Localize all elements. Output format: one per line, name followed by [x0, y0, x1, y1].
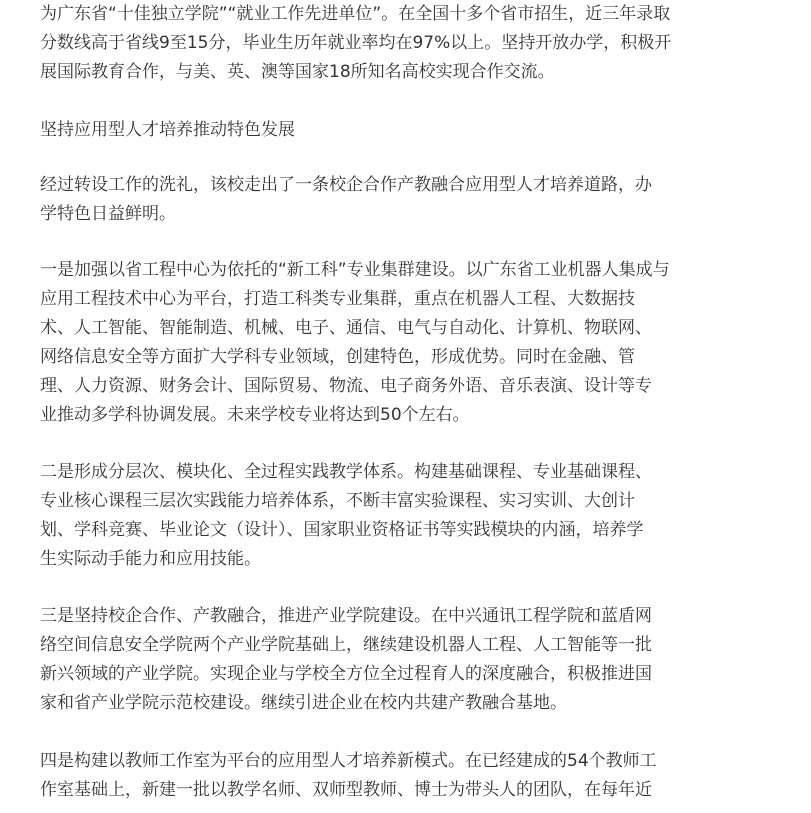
text-line: 理、人力资源、财务会计、国际贸易、物流、电子商务外语、音乐表演、设计等专 [40, 376, 652, 396]
text-line: 为广东省“十佳独立学院”“就业工作先进单位”。在全国十多个省市招生，近三年录取 [40, 4, 671, 24]
paragraph-intro [40, 0, 760, 87]
text-line: 络空间信息安全学院两个产业学院基础上，继续建设机器人工程、人工智能等一批 [40, 635, 652, 655]
text-line: 划、学科竞赛、毕业论文（设计）、国家职业资格证书等实践模块的内涵，培养学 [40, 520, 644, 540]
text-line: 展国际教育合作，与美、英、澳等国家18所知名高校实现合作交流。 [40, 62, 555, 82]
text-line: 分数线高于省线9至15分，毕业生历年就业率均在97%以上。坚持开放办学，积极开 [40, 33, 672, 53]
text-line: 新兴领域的产业学院。实现企业与学校全方位全过程育人的深度融合，积极推进国 [40, 664, 652, 684]
text-line: 家和省产业学院示范校建设。继续引进企业在校内共建产教融合基地。 [40, 693, 567, 713]
text-line: 一是加强以省工程中心为依托的“新工科”专业集群建设。以广东省工业机器人集成与 [40, 260, 670, 280]
text-line: 三是坚持校企合作、产教融合，推进产业学院建设。在中兴通讯工程学院和蓝盾网 [40, 606, 652, 626]
text-line: 业推动多学科协调发展。未来学校专业将达到50个左右。 [40, 405, 470, 425]
paragraph-point-four [40, 747, 760, 805]
section-heading [40, 116, 760, 145]
paragraph-overview [40, 171, 760, 229]
paragraph-point-one [40, 256, 760, 430]
text-line: 经过转设工作的洗礼，该校走出了一条校企合作产教融合应用型人才培养道路，办 [40, 175, 652, 195]
text-line: 网络信息安全等方面扩大学科专业领域，创建特色，形成优势。同时在金融、管 [40, 347, 635, 367]
text-line: 坚持应用型人才培养推动特色发展 [40, 120, 295, 140]
text-line: 生实际动手能力和应用技能。 [40, 549, 261, 569]
text-line: 学特色日益鲜明。 [40, 204, 176, 224]
paragraph-point-three [40, 602, 760, 718]
text-line: 二是形成分层次、模块化、全过程实践教学体系。构建基础课程、专业基础课程、 [40, 462, 652, 482]
paragraph-point-two [40, 458, 760, 574]
text-line: 应用工程技术中心为平台，打造工科类专业集群，重点在机器人工程、大数据技 [40, 289, 635, 309]
text-line: 作室基础上，新建一批以教学名师、双师型教师、博士为带头人的团队，在每年近 [40, 780, 652, 800]
text-line: 专业核心课程三层次实践能力培养体系，不断丰富实验课程、实习实训、大创计 [40, 491, 635, 511]
text-line: 术、人工智能、智能制造、机械、电子、通信、电气与自动化、计算机、物联网、 [40, 318, 652, 338]
text-line: 四是构建以教师工作室为平台的应用型人才培养新模式。在已经建成的54个教师工 [40, 751, 657, 771]
